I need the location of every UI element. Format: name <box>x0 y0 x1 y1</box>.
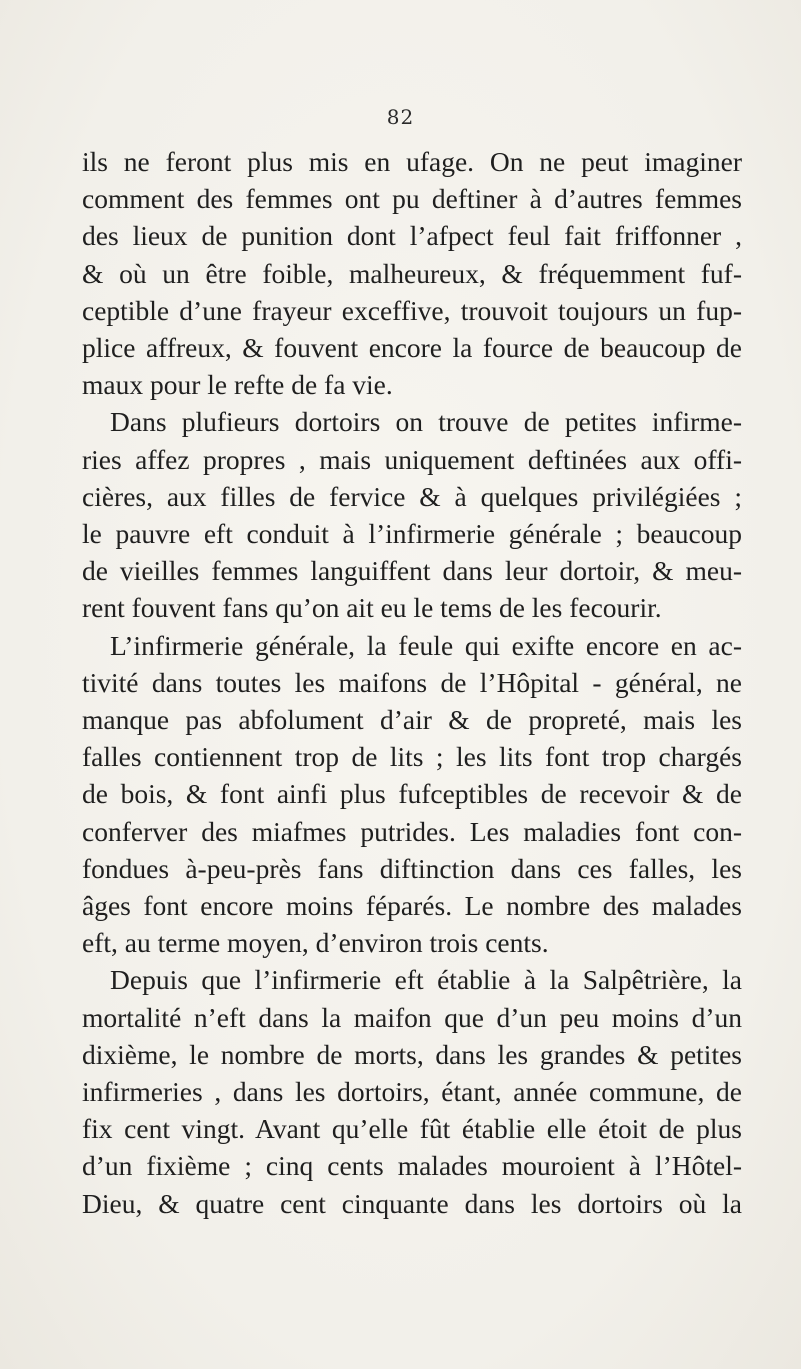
text-line: ceptible d’une frayeur exceffive, trouvoit toujours un fup- <box>82 294 742 326</box>
text-line: falles contiennent trop de lits ; les lits font trop chargés <box>82 741 742 773</box>
text-line: fix cent vingt. Avant qu’elle fût établie elle étoit de plus <box>82 1113 742 1145</box>
text-line: Dieu, & quatre cent cinquante dans les dortoirs où la <box>82 1187 742 1219</box>
text-line: d’un fixième ; cinq cents malades mouroient à l’Hôtel- <box>82 1150 742 1182</box>
text-line: rent fouvent fans qu’on ait eu le tems de les fecourir. <box>82 592 662 624</box>
text-line: maux pour le refte de fa vie. <box>82 369 393 401</box>
text-line: dixième, le nombre de morts, dans les grandes & petites <box>82 1038 742 1070</box>
text-line: de bois, & font ainfi plus fufceptibles de recevoir & de <box>82 778 742 810</box>
text-line: manque pas abfolument d’air & de propreté, mais les <box>82 704 742 736</box>
text-line: eft, au terme moyen, d’environ trois cents. <box>82 927 549 959</box>
text-line: mortalité n’eft dans la maifon que d’un peu moins d’un <box>82 1001 742 1033</box>
text-line: L’infirmerie générale, la feule qui exifte encore en ac- <box>110 629 742 661</box>
text-line: cières, aux filles de fervice & à quelques privilégiées ; <box>82 480 742 512</box>
text-line: comment des femmes ont pu deftiner à d’autres femmes <box>82 183 742 215</box>
text-line: ils ne feront plus mis en ufage. On ne peut imaginer <box>82 146 742 177</box>
text-line: fondues à-peu-près fans diftinction dans ces falles, les <box>82 852 742 884</box>
text-line: & où un être foible, malheureux, & fréquemment fuf- <box>82 257 742 289</box>
page-number: 82 <box>386 105 415 129</box>
body-text <box>82 143 742 1222</box>
text-line: de vieilles femmes languiffent dans leur dortoir, & meu- <box>82 555 742 587</box>
text-line: infirmeries , dans les dortoirs, étant, année commune, de <box>82 1076 742 1108</box>
text-line: âges font encore moins féparés. Le nombre des malades <box>82 890 742 922</box>
text-line: conferver des miafmes putrides. Les maladies font con- <box>82 815 742 847</box>
text-line: des lieux de punition dont l’afpect feul fait friffonner , <box>82 220 742 252</box>
text-line: Dans plufieurs dortoirs on trouve de petites infirme- <box>110 406 742 438</box>
text-line: le pauvre eft conduit à l’infirmerie générale ; beaucoup <box>82 518 742 550</box>
text-line: plice affreux, & fouvent encore la fource de beaucoup de <box>82 332 742 364</box>
text-line: Depuis que l’infirmerie eft établie à la Salpêtrière, la <box>110 964 742 996</box>
text-line: ries affez propres , mais uniquement deftinées aux offi- <box>82 443 742 475</box>
text-line: tivité dans toutes les maifons de l’Hôpital - général, ne <box>82 666 742 698</box>
